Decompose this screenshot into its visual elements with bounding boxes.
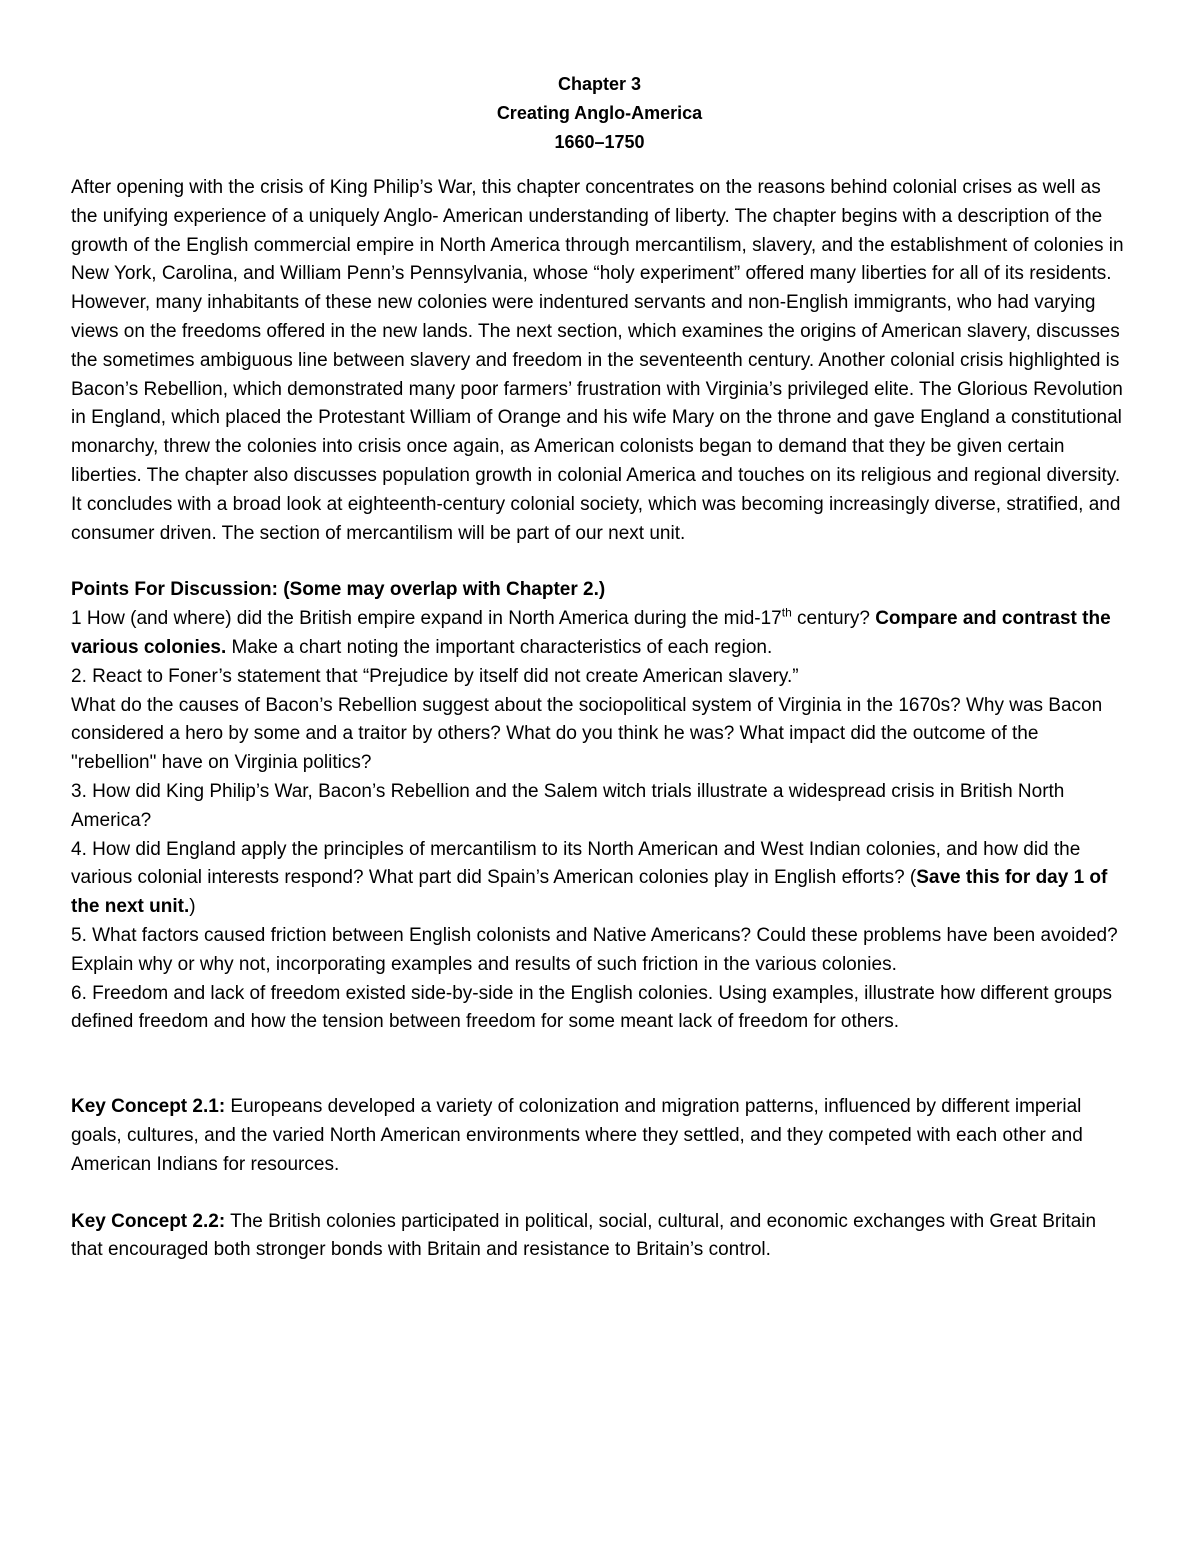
q1-text-mid: century? bbox=[791, 608, 876, 630]
discussion-question-4 bbox=[71, 836, 1128, 922]
q1-text: 1 How (and where) did the British empire expand in North America during the mid-17 bbox=[71, 608, 782, 630]
key-concept-2-2 bbox=[71, 1208, 1128, 1266]
key-concept-text: The British colonies participated in political, social, cultural, and economic exchanges with Great Britain that encouraged both stronger bonds with Britain and resistance to Britain’s control. bbox=[71, 1210, 1097, 1261]
q4-emphasis: Save this for day 1 of the next unit. bbox=[71, 867, 1108, 918]
q1-emphasis: Compare and contrast the various colonies. bbox=[71, 608, 1111, 658]
chapter-years: 1660–1750 bbox=[554, 132, 645, 152]
title-block bbox=[71, 70, 1128, 157]
discussion-section bbox=[71, 576, 1128, 1037]
discussion-question-2: 2. React to Foner’s statement that “Prejudice by itself did not create American slavery.” bbox=[71, 665, 799, 687]
chapter-title: Creating Anglo-America bbox=[496, 103, 703, 123]
discussion-question-6: 6. Freedom and lack of freedom existed side-by-side in the English colonies. Using examples, illustrate how different groups defined freedom and how the tension between freedom for some meant lack of freedom for others. bbox=[71, 982, 1112, 1033]
intro-paragraph: After opening with the crisis of King Philip’s War, this chapter concentrates on the reasons behind colonial crises as well as the unifying experience of a uniquely Anglo- American understanding of liberty. The chapter begins with a description of the growth of the English commercial empire in North America through mercantilism, slavery, and the establishment of colonies in New York, Carolina, and William Penn’s Pennsylvania, whose “holy experiment” offered many liberties for all of its residents. However, many inhabitants of these new colonies were indentured servants and non-English immigrants, who had varying views on the freedoms offered in the new lands. The next section, which examines the origins of American slavery, discusses the sometimes ambiguous line between slavery and freedom in the seventeenth century. Another colonial crisis highlighted is Bacon’s Rebellion, which demonstrated many poor farmers’ frustration with Virginia’s privileged elite. The Glorious Revolution in England, which placed the Protestant William of Orange and his wife Mary on the throne and gave England a constitutional monarchy, threw the colonies into crisis once again, as American colonists began to demand that they be given certain liberties. The chapter also discusses population growth in colonial America and touches on its religious and regional diversity. It concludes with a broad look at eighteenth-century colonial society, which was becoming increasingly diverse, stratified, and consumer driven. The section of mercantilism will be part of our next unit. bbox=[71, 177, 1124, 544]
q1-text-end: Make a chart noting the important characteristics of each region. bbox=[226, 636, 773, 658]
discussion-question-3: 3. How did King Philip’s War, Bacon’s Rebellion and the Salem witch trials illustrate a widespread crisis in British North America? bbox=[71, 780, 1065, 831]
discussion-question-5: 5. What factors caused friction between English colonists and Native Americans? Could these problems have been avoided? Explain why or why not, incorporating examples and results of such friction in the various colonies. bbox=[71, 924, 1118, 975]
key-concept-label: Key Concept 2.2: bbox=[71, 1210, 226, 1232]
q1-superscript: th bbox=[781, 605, 792, 620]
discussion-question-1 bbox=[71, 605, 1128, 663]
discussion-heading: Points For Discussion: (Some may overlap with Chapter 2.) bbox=[71, 579, 606, 601]
chapter-number: Chapter 3 bbox=[557, 74, 642, 94]
key-concept-label: Key Concept 2.1: bbox=[71, 1096, 226, 1118]
q4-text-end: ) bbox=[189, 896, 196, 918]
discussion-question-2b: What do the causes of Bacon’s Rebellion suggest about the sociopolitical system of Virginia in the 1670s? Why was Bacon considered a hero by some and a traitor by others? What do you think he was? What impact did the outcome of the "rebellion" have on Virginia politics? bbox=[71, 694, 1103, 774]
q4-text: 4. How did England apply the principles of mercantilism to its North American and West Indian colonies, and how did the various colonial interests respond? What part did Spain’s American colonies play in English efforts? ( bbox=[71, 838, 1081, 889]
key-concept-text: Europeans developed a variety of colonization and migration patterns, influenced by different imperial goals, cultures, and the varied North American environments where they settled, and they competed with each other and American Indians for resources. bbox=[71, 1096, 1083, 1175]
key-concept-2-1 bbox=[71, 1093, 1128, 1179]
